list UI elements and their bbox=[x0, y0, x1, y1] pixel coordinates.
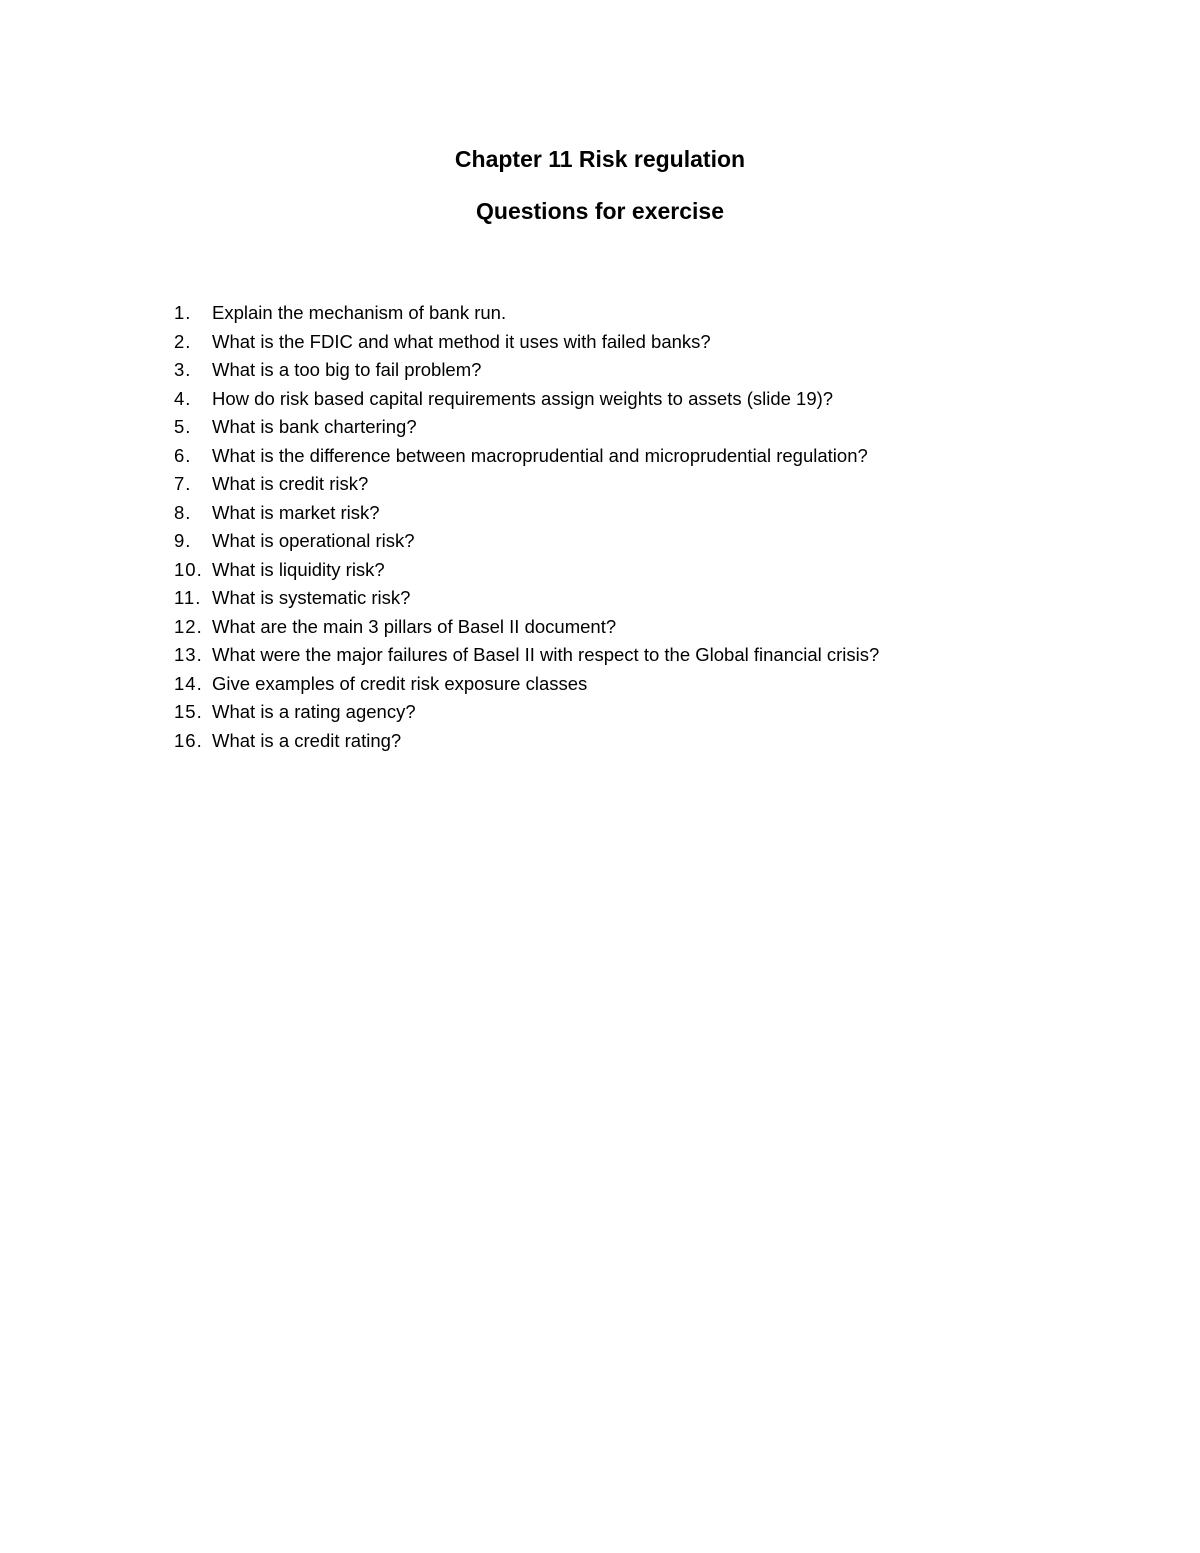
question-text: What is bank chartering? bbox=[212, 416, 417, 437]
question-text: What is liquidity risk? bbox=[212, 558, 385, 580]
question-number: 6. bbox=[174, 444, 192, 466]
question-number: 10. bbox=[174, 558, 203, 580]
question-number: 2. bbox=[174, 330, 192, 352]
question-number: 13. bbox=[174, 644, 203, 665]
question-number: 5. bbox=[174, 416, 192, 437]
question-number: 4. bbox=[174, 387, 192, 409]
question-list bbox=[174, 299, 1074, 755]
list-item bbox=[174, 527, 1074, 556]
list-item bbox=[174, 727, 1074, 756]
list-item bbox=[174, 584, 1074, 613]
question-text: What were the major failures of Basel II with respect to the Global financial crisis? bbox=[212, 644, 880, 665]
list-item bbox=[174, 556, 1074, 585]
list-item bbox=[174, 499, 1074, 528]
question-text: What is the difference between macroprudential and microprudential regulation? bbox=[212, 444, 868, 466]
document-title: Chapter 11 Risk regulation bbox=[454, 146, 746, 172]
question-number: 7. bbox=[174, 473, 192, 494]
question-text: What is a too big to fail problem? bbox=[212, 359, 482, 380]
question-text: What is a credit rating? bbox=[212, 729, 402, 751]
question-number: 15. bbox=[174, 701, 203, 722]
question-text: What is systematic risk? bbox=[212, 587, 411, 608]
list-item bbox=[174, 470, 1074, 499]
list-item bbox=[174, 413, 1074, 442]
question-text: Explain the mechanism of bank run. bbox=[212, 302, 507, 323]
question-text: What is a rating agency? bbox=[212, 701, 416, 722]
question-text: What is market risk? bbox=[212, 501, 380, 523]
question-number: 1. bbox=[174, 302, 192, 323]
question-number: 3. bbox=[174, 359, 192, 380]
question-text: Give examples of credit risk exposure classes bbox=[212, 672, 588, 694]
question-number: 16. bbox=[174, 729, 203, 751]
list-item bbox=[174, 641, 1074, 670]
question-number: 12. bbox=[174, 615, 203, 637]
list-item bbox=[174, 613, 1074, 642]
list-item bbox=[174, 299, 1074, 328]
list-item bbox=[174, 356, 1074, 385]
question-number: 9. bbox=[174, 530, 192, 551]
document-subtitle: Questions for exercise bbox=[476, 198, 724, 224]
list-item bbox=[174, 385, 1074, 414]
list-item bbox=[174, 670, 1074, 699]
question-text: What is operational risk? bbox=[212, 530, 415, 551]
question-number: 11. bbox=[174, 587, 202, 608]
question-text: What is credit risk? bbox=[212, 473, 369, 494]
question-text: How do risk based capital requirements assign weights to assets (slide 19)? bbox=[212, 387, 834, 409]
question-number: 14. bbox=[174, 672, 203, 694]
list-item bbox=[174, 328, 1074, 357]
question-number: 8. bbox=[174, 501, 192, 523]
list-item bbox=[174, 442, 1074, 471]
question-text: What is the FDIC and what method it uses with failed banks? bbox=[212, 330, 711, 352]
list-item bbox=[174, 698, 1074, 727]
question-text: What are the main 3 pillars of Basel II document? bbox=[212, 615, 617, 637]
